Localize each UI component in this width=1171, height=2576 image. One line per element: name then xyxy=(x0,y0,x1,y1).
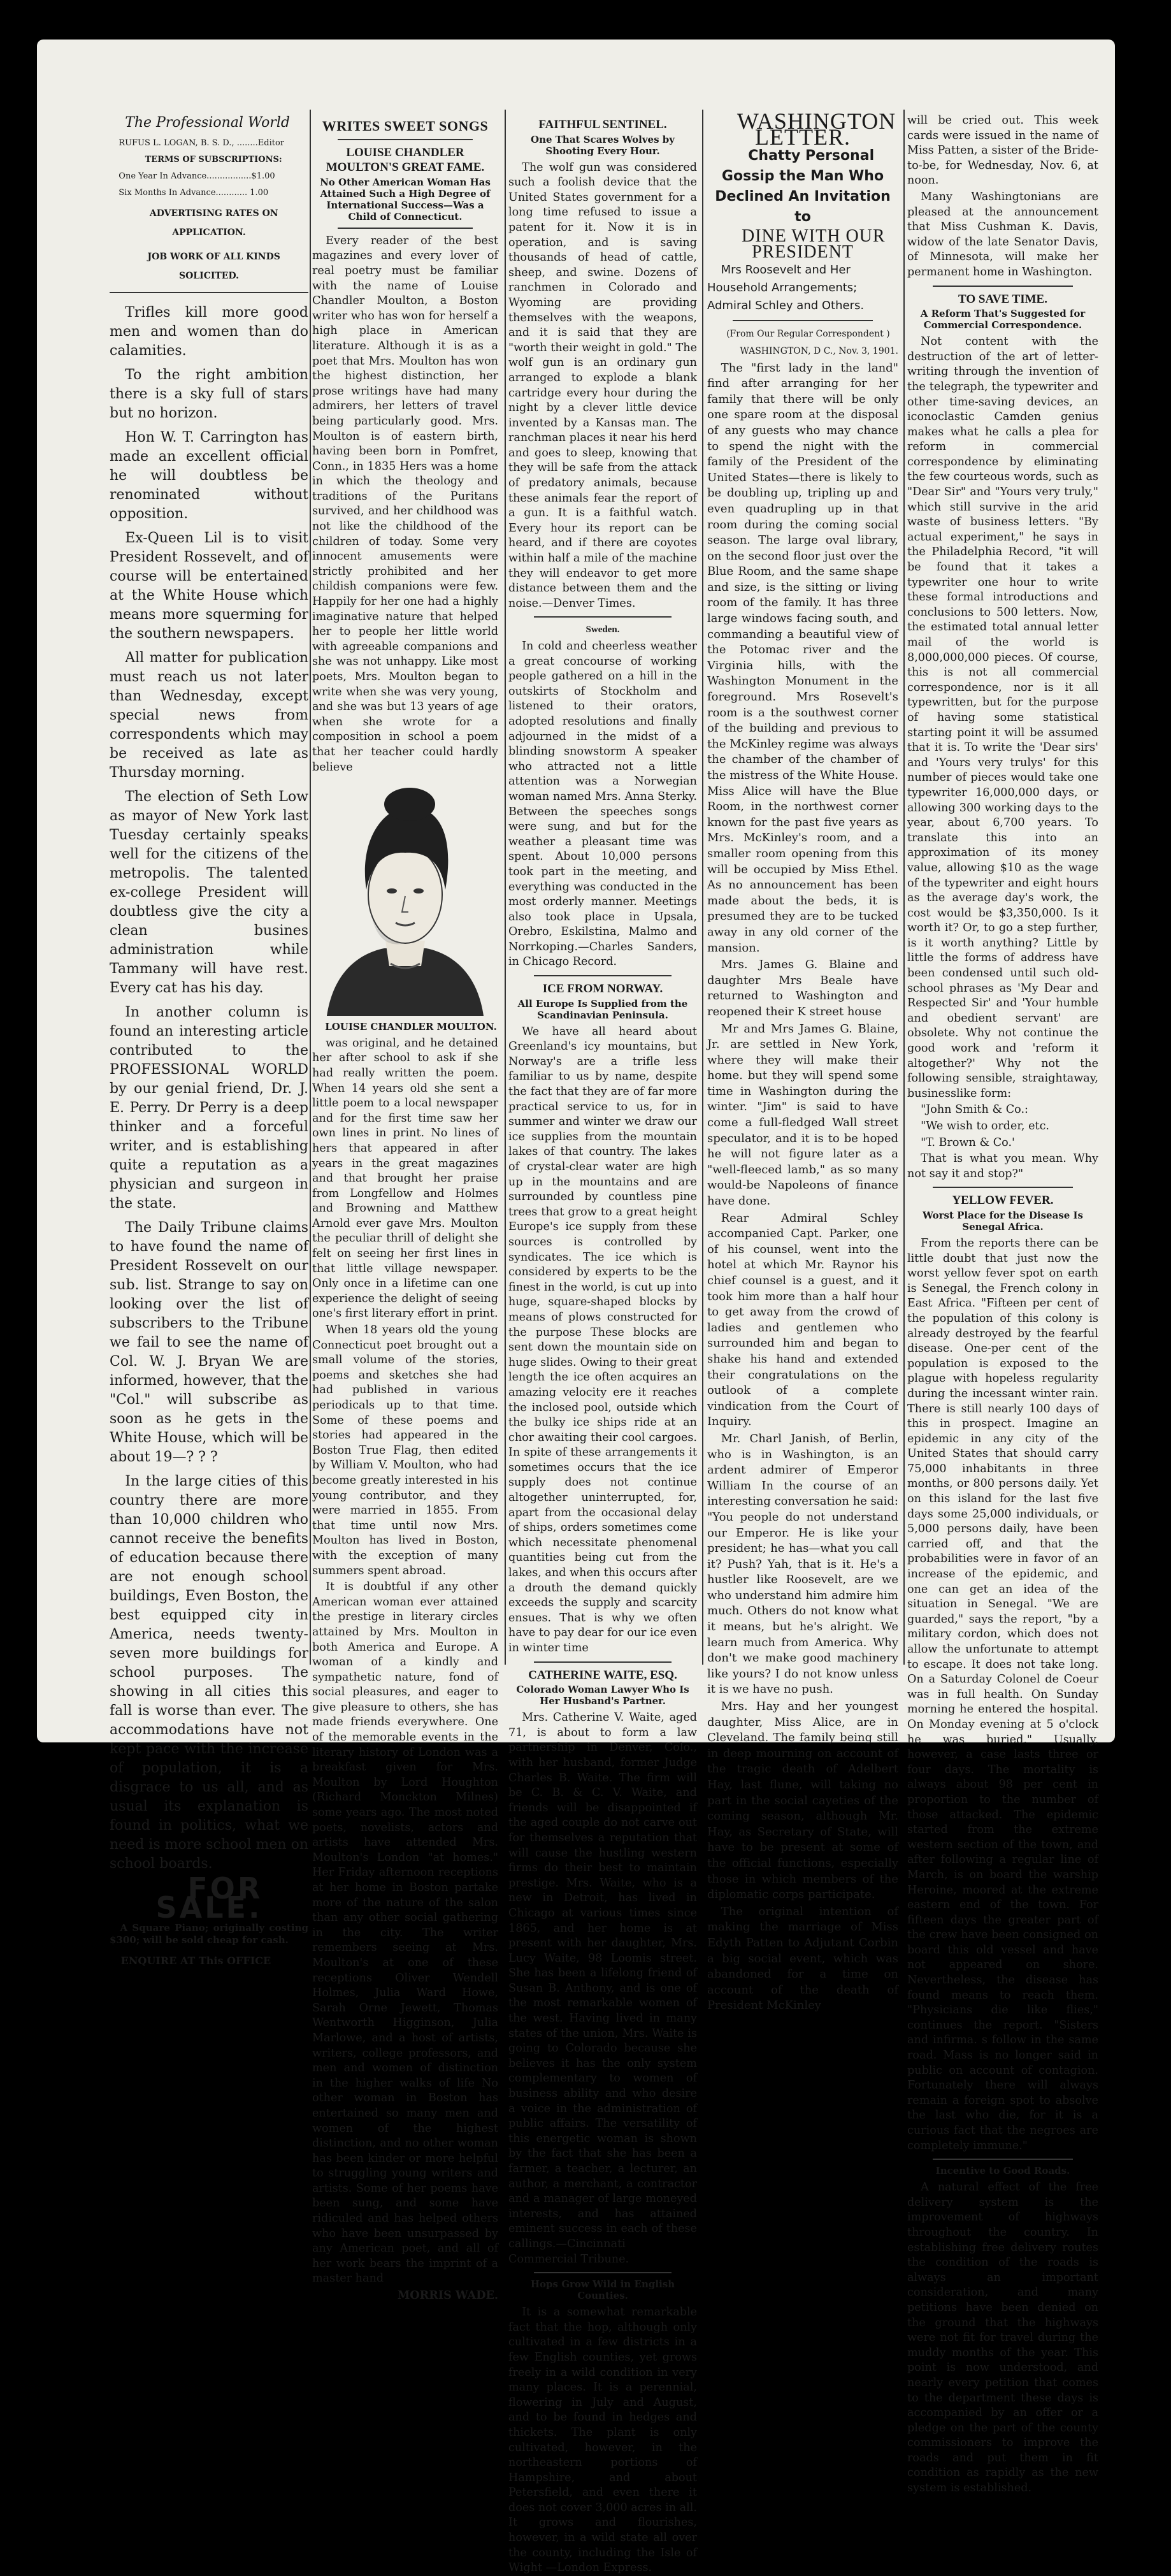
washington-letter-from: (From Our Regular Correspondent ) xyxy=(726,329,890,340)
article-paragraph: Mrs. Hay and her youngest daughter, Miss Alice, are in Cleveland. The family being still in deep mourning on account of the tragic death of Adelbert Hay, last flune, will taking no part in the social cayeties of the coming season, although Mr. Hay, as Secretary of State, will have to be present at some of the official functions, especially those in which members of the diplomatic corps participate. xyxy=(707,1700,898,1902)
article-paragraph: Mr and Mrs James G. Blaine, Jr. are settled in New York, where they will make their home. but they will spend some time in Washington during the winter. "Jim" is said to have come a full-fledged Wall street speculator, and it is to be hoped he will not figure later as a "well-fleeced lamb," as so many would-be Napoleons of finance have done. xyxy=(707,1022,898,1208)
editorial-paragraph: In another column is found an interesting article contributed to the PROFESSIONAL WORLD by our genial friend, Dr. J. E. Perry. Dr Perry is a deep thinker and a forceful writer, and is establishing quite a reputation as a physician and surgeon in the state. xyxy=(110,1004,308,1212)
hops-headline: Hops Grow Wild in English Counties. xyxy=(530,2278,675,2302)
washington-letter-title: WASHINGTON LETTER. xyxy=(736,108,896,150)
good-roads-body xyxy=(907,2180,1098,2496)
editorial-paragraph: All matter for publication must reach us not later than Wednesday, except special news from correspondents which may be received as late as Thursday morning. xyxy=(110,650,308,781)
article-paragraph: When 18 years old the young Connecticut poet brought out a small volume of the stories, poems and sketches she had had published in various periodicals up to that time. Some of these poems and stories had appeared in the Boston True Flag, then edited by William V. Moulton, who had become greatly interested in his young contributor, and they were married in 1855. From that time until now Mrs. Moulton has lived in Boston, with the exception of many summers spent abroad. xyxy=(312,1324,498,1577)
moulton-subhead: LOUISE CHANDLER MOULTON'S GREAT FAME. xyxy=(326,145,485,175)
sentinel-deck: One That Scares Wolves by Shooting Every Hour. xyxy=(531,133,675,157)
article-rule xyxy=(534,975,672,976)
yellow-fever-headline: YELLOW FEVER. xyxy=(952,1194,1054,1208)
editorial-paragraph: Ex-Queen Lil is to visit President Rossevelt, and of course will be entertained at the White House which means more squerming for the southern newspapers. xyxy=(110,530,308,642)
article-paragraph: In cold and cheerless weather a great concourse of working people gathered on a hill in the outskirts of Stockholm and listened to their orators, adopted resolutions and finally adjourned in the midst of a blinding snowstorm A speaker who attracted not a little attention was a Norwegian woman named Mrs. Anna Sterky. Between the speeches songs were sung, and but for the weather a pleasant time was spent. About 10,000 persons took part in the meeting, and everything was conducted in the most orderly manner. Meetings also took place in Upsala, Orebro, Eskilstina, Malmo and Norrkoping.—Charles Sanders, in Chicago Record. xyxy=(508,640,697,969)
article-rule xyxy=(534,1661,672,1663)
norway-deck: All Europe Is Supplied from the Scandinavian Peninsula. xyxy=(517,997,688,1021)
article-paragraph: Not content with the destruction of the art of letter-writing through the invention of the telegraph, the typewriter and other time-saving devices, an iconoclastic Camden genius makes what he calls a plea for reform in commercial correspondence by eliminating the few courteous words, such as "Dear Sir" and "Yours very truly," which still survive in the arid waste of business letters. "By actual experiment," he says in the Philadelphia Record, "it will be found that it takes a typewriter one hour to write these formal introductions and conclusions to 500 letters. Now, the estimated total annual letter mail of the world is 8,000,000,000 pieces. Of course, this is not all commercial correspondence, nor is it all typewritten, but for the purpose of having some statistical starting point it will be assumed that it is. To write the 'Dear sirs' and 'Yours very trulys' for this number of pieces would take one typewriter 16,000,000 days, or allowing 300 working days to the year, about 6,700 years. To translate this into an approximation of its money value, allowing $10 as the wage of the typewriter and eight hours as the average day's work, the cost would be $3,350,000. Is it worth it? Or, to go a step further, is it worth anything? Little by little the forms of address have been condensed until such old-school phrases as 'My Dear and Respected Sir' and 'Your humble and obedient servant' are obsolete. Why not continue the good work and 'reform it altogether?' Why not the following sensible, straightaway, businesslike form: xyxy=(907,335,1098,1100)
deck-rule xyxy=(338,228,473,229)
sentinel-body xyxy=(508,161,697,612)
article-rule xyxy=(733,320,873,321)
editorial-paragraph: Hon W. T. Carrington has made an excellent official he will doubtless be renominated without opposition. xyxy=(110,430,308,522)
article-rule xyxy=(534,616,672,618)
for-sale-body: A Square Piano; originally costing $300; will be sold cheap for cash. xyxy=(110,1922,308,1946)
save-time-headline: TO SAVE TIME. xyxy=(958,292,1047,306)
for-sale-ad xyxy=(110,1871,308,1971)
column-rule xyxy=(505,110,506,1665)
for-sale-footer: ENQUIRE AT This OFFICE xyxy=(120,1955,271,1967)
miscellany-column xyxy=(508,113,698,2575)
norway-body xyxy=(508,1025,697,1656)
article-paragraph: It is doubtful if any other American woman ever attained the prestige in literary circles attained by Mrs. Moulton in both America and Europe. A woman of a kindly and sympathetic nature, fond of social pleasures, and eager to give pleasure to others, she has made friends everywhere. One of the memorable events in the literary history of London was a breakfast given for Mrs. Moulton by Lord Houghton (Richard Monckton Milnes) some years ago. The most noted poets, novelists, actors and artists have attended Mrs. Moulton's London "at homes." Her Friday afternoon receptions at her home in Boston partake more of the nature of the salon than any other social gathering in the city. The writer remembers seeing at Mrs. Moulton's at one of these receptions Oliver Wendell Holmes, Julia Ward Howe, Sarah Orne Jewett, Thomas Wentworth Higginson, Julia Marlowe, and a host of artists, writers, college professors, and men and women of distinction in the higher walks of life No other woman in Boston has entertained so many men and women of the highest distinction, and no other woman has been kinder or more helpful to struggling young writers and artists. Some of her poems have been sung, and some have ridiculed and has helped others who have been unsurpassed by any American poet, and all of her work bears the imprint of a master hand xyxy=(312,1581,498,2285)
save-time-body xyxy=(907,335,1098,1182)
washington-letter-column xyxy=(707,108,898,2013)
waite-body xyxy=(508,1711,697,2267)
article-paragraph: Mrs. Catherine V. Waite, aged 71, is about to form a law partnership in Denver, Colo., with her husband, former Judge Charles B. Waite. The firm will be C. B. & C. V. Waite, and friends will be disappointed if the aged couple do not carve out for themselves a reputation that will cause the hustling western firms do their best to maintain prestige. Mrs. Waite, who is a new in Detroit, has lived in Chicago at various times since 1865, and her home is at present with her daughter, Mrs. Lucy Waite, 98 Loomis street. She has been a lifelong friend of Susan B. Anthony, and is one of the most remarkable women of the west. Having lived in many states of the union, Mrs. Waite is going to Colorado because she believes it has the only system complementary to women of business ability and who desire a voice in the administration of public affairs. The versatility of this energetic woman is shown by the fact that she has been a farmer, a teacher, a lecturer, an author, a merchant, a contractor and a manager of large moneyed interests, and has attained eminent success in each of these callings.—Cincinnati Commercial Tribune. xyxy=(508,1711,697,2266)
article-paragraph: "We wish to order, etc. xyxy=(921,1120,1050,1132)
masthead-one-year: One Year In Advance.................$1.00 xyxy=(119,171,275,181)
hops-body xyxy=(508,2305,697,2576)
waite-deck: Colorado Woman Lawyer Who Is Her Husband's Partner. xyxy=(516,1684,689,1707)
article-paragraph: Rear Admiral Schley accompanied Capt. Parker, one of his counsel, went into the hotel at which Mr. Raynor his chief counsel is a guest, and it took him more than a half hour to get away from the crowd of ladies and gentlemen who surrounded him and began to shake his hand and extended their congratulations on the outlook of a complete vindication from the Court of Inquiry. xyxy=(707,1211,898,1429)
good-roads-headline: Incentive to Good Roads. xyxy=(935,2165,1070,2177)
editorial-paragraph: To the right ambition there is a sky full of stars but no horizon. xyxy=(110,367,308,421)
editorial-paragraphs xyxy=(110,303,308,1874)
washington-letter-dine: DINE WITH OUR PRESIDENT xyxy=(742,226,886,262)
masthead-six-months: Six Months In Advance............ 1.00 xyxy=(119,188,269,198)
editorial-column xyxy=(110,113,308,1967)
save-time-deck: A Reform That's Suggested for Commercial Correspondence. xyxy=(920,308,1086,331)
portrait-caption: LOUISE CHANDLER MOULTON. xyxy=(325,1021,497,1033)
washington-letter-deck2: Mrs Roosevelt and Her Household Arrangements; Admiral Schley and Others. xyxy=(707,263,865,313)
washington-letter-dateline: WASHINGTON, D C., Nov. 3, 1901. xyxy=(740,345,898,356)
cushman-paragraph: Many Washingtonians are pleased at the announcement that Miss Cushman K. Davis, widow of the late Senator Davis, of Minnesota, will make her permanent home in Washington. xyxy=(907,190,1098,279)
yellow-fever-body xyxy=(907,1236,1098,2153)
column-rule xyxy=(903,110,905,1665)
yellow-fever-deck: Worst Place for the Disease Is Senegal Africa. xyxy=(923,1209,1083,1233)
editorial-paragraph: In the large cities of this country there are more than 10,000 children who cannot receive the benefits of education because there are not enough school buildings, Even Boston, the best equipped city in America, needs twenty-seven more buildings for school purposes. The showing in all cities this fall is worse than ever. The accommodations have not kept pace with the increase of population, it is a disgrace to us all, and as usual its explanation is found in politics, what we need is more school men on school boards. xyxy=(110,1473,308,1872)
article-rule xyxy=(933,2159,1073,2160)
portrait-illustration xyxy=(314,781,496,1016)
article-paragraph: "John Smith & Co.: xyxy=(921,1103,1028,1117)
column-rule xyxy=(702,110,703,1665)
waite-headline: CATHERINE WAITE, ESQ. xyxy=(528,1668,677,1682)
column-rule xyxy=(310,110,311,1665)
article-paragraph: That is what you mean. Why not say it and stop?" xyxy=(907,1152,1098,1180)
masthead-editor: RUFUS L. LOGAN, B. S. D., ........Editor xyxy=(119,138,284,148)
washington-letter-deck: Chatty Personal Gossip the Man Who Declined An Invitation to xyxy=(715,148,891,226)
moulton-deck: No Other American Woman Has Attained Such a High Degree of International Success—Was a Child of Connecticut. xyxy=(320,176,491,222)
moulton-headline: WRITES SWEET SONGS xyxy=(322,118,489,134)
article-paragraph: From the reports there can be little doubt that just now the worst yellow fever spot on earth is Senegal, the French colony in East Africa. "Fifteen per cent of the population of this colony is already destroyed by the fearful disease. One-per cent of the population is exposed to the plague with hopeless regularity during the incessant winter rain. There is still nearly 100 days of this in prospect. Imagine an epidemic in any city of the United States that should carry 75,000 inhabitants in three months, or 800 persons daily. Yet on this island for the last five days some 25,000 individuals, or 5,000 persons daily, have been carried off, and that the probabilities were in favor of an increase of the epidemic, and one can get an idea of the situation in Senegal. "We are guarded," says the report, "by a military cordon, which does not allow the unfortunate to attempt to escape. It does not take long. On a Saturday Colonel de Coeur was in full health. On Sunday morning he entered the hospital. On Monday evening at 5 o'clock he was buried." Usually, however, a case lasts three or four days. The mortality is always about 98 per cent in proportion to the number of those attacked. The epidemic started from the extreme western section of the town, and after following a regular line of March, is on board the warship Heroine, moored at the extreme eastern end of the town. For fifteen days the greater part of the crew have been consigned on board this old vessel and have not appeared on shore. Nevertheless, the disease has found means to reach them. "Physicians die like flies," continues the report. "Sisters and infirma. s follow in the same road. Mass is no longer said in public on account of contagion. Fortunately there will always remain a foreign spot to absolve the last who die, for it is a curious fact that the negroes are completely immune." xyxy=(907,1236,1098,2152)
masthead-name: The Professional World xyxy=(125,115,290,131)
washington-letter-body xyxy=(707,361,898,2014)
article-rule xyxy=(933,286,1073,287)
masthead-advertising: ADVERTISING RATES ON APPLICATION. xyxy=(149,208,278,238)
for-sale-title: FOR SALE. xyxy=(155,1871,263,1925)
norway-headline: ICE FROM NORWAY. xyxy=(542,982,663,996)
article-paragraph: It is a somewhat remarkable fact that the hop, although only cultivated in a few districts in a few English counties, yet grows freely in a wild condition in very many places. It is a perennial, flowering in July and August, and to be found in hedges and thickets. The plant is only cultivated, however, in the northeastern portions of Hampshire, and about Petersfield, and even there it does not cover 3,000 acres in all. It grows and flourishes, however, in a wild state all over the county, including the Isle of Wight —London Express. xyxy=(508,2306,697,2575)
article-paragraph: The original intention of making the marriage of Miss Edyth Patten to Adjutant Corbin a big social event, which was abandoned for a time on account of the death of President McKinley xyxy=(707,1904,898,2013)
moulton-column xyxy=(312,113,498,2303)
continued-paragraph: will be cried out. This week cards were issued in the name of Miss Patten, a sister of the Bride-to-be, for Wednesday, Nov. 6, at noon. xyxy=(907,114,1098,187)
masthead-job-work: JOB WORK OF ALL KINDS SOLICITED. xyxy=(147,252,280,281)
article-paragraph: The wolf gun was considered such a foolish device that the United States government for a long time refused to issue a patent for it. Now it is in operation, and is saving thousands of head of cattle, sheep, and swine. Dozens of ranchmen in Colorado and Wyoming are providing themselves with the weapons, and it is said that they are "worth their weight in gold." The wolf gun is an ordinary gun arranged to explode a blank cartridge every hour during the night by a clever little device invented by a Kansas man. The ranchman places it near his herd and goes to sleep, knowing that they will be safe from the attack of predatory animals, because these animals fear the report of a gun. It is a faithful watch. Every hour its report can be heard, and if there are coyotes within half a mile of the machine they will endeavor to get more distance between them and the noise.—Denver Times. xyxy=(508,161,697,610)
sweden-headline: Sweden. xyxy=(586,625,620,635)
sentinel-headline: FAITHFUL SENTINEL. xyxy=(538,118,667,131)
editorial-paragraph: The election of Seth Low as mayor of New York last Tuesday certainly speaks well for the citizens of the metropolis. The talented ex-college President will doubtless give the city a clean busines administration while Tammany will have rest. Every cat has his day. xyxy=(110,789,308,996)
article-paragraph: The "first lady in the land" find after arranging for her family that there will be only one spare room at the disposal of any guests who may chance to spend the night with the family of the President of the United States—there is likely to be doubling up, tripling up and even quadrupling up in that room during the coming social season. The large oval library, on the second floor just over the Blue Room, and the same shape and size, is the sitting or living room of the family. It has three large windows facing south, and commanding a beautiful view of the Potomac river and the Virginia hills, with the Washington Monument in the foreground. Mrs Rosevelt's room is a the southwest corner of the building and previous to the McKinley regime was always the chamber of the chamber of the mistress of the White House. Miss Alice will have the Blue Room, in the northwest corner known for the past five years as Mrs. McKinley's room, and a smaller room opening from this will be occupied by Miss Ethel. As no announcement has been made about the beds, it is presumed they are to be tucked away in any old corner of the mansion. xyxy=(707,361,898,955)
article-paragraph: "T. Brown & Co.' xyxy=(921,1136,1015,1149)
article-paragraph: Mr. Charl Janish, of Berlin, who is in Washington, is an ardent admirer of Emperor William In the course of an interesting conversation he said: "You people do not understand our Emperor. He is like your president; he has—what you call it? Push? Yah, that is it. He's a hustler like Roosevelt, are we who understand him admire him much. Others do not know what it means, but he's alright. We learn much from America. Why don't we make good machinery like yours? I do not know unless it is we have no push. xyxy=(707,1431,898,1697)
masthead xyxy=(110,113,308,286)
moulton-body-continued xyxy=(312,1036,498,2287)
article-rule xyxy=(933,1187,1073,1188)
sweden-body xyxy=(508,639,697,970)
article-paragraph: Mrs. James G. Blaine and daughter Mrs Beale have returned to Washington and reopened their K street house xyxy=(707,958,898,1018)
editorial-paragraph: Trifles kill more good men and women than do calamities. xyxy=(110,305,308,359)
article-paragraph: was original, and he detained her after school to ask if she had really written the poem. When 14 years old she sent a little poem to a local newspaper and for the first time saw her own lines in print. No lines of hers that appeared in after years in the great magazines and that brought her praise from Longfellow and Holmes and Browning and Matthew Arnold ever gave Mrs. Moulton the peculiar thrill of delight she felt on seeing her first lines in that little village newspaper. Only once in a lifetime can one experience the delight of seeing one's first literary effort in print. xyxy=(312,1036,498,1321)
right-column xyxy=(907,113,1098,2495)
masthead-rule xyxy=(110,292,308,293)
masthead-terms-heading: TERMS OF SUBSCRIPTIONS: xyxy=(145,155,282,164)
article-paragraph: Every reader of the best magazines and every lover of real poetry must be familiar with the name of Louise Chandler Moulton, a Boston writer who has won for herself a high place in American literature. Although it is as a poet that Mrs. Moulton has won the highest distinction, her prose writings have had many admirers, her letters of travel being particularly good. Mrs. Moulton is of eastern birth, having been born in Pomfret, Conn., in 1835 Hers was a home in which the theology and traditions of the Puritans survived, and her childhood was not like the childhood of the children of today. Some very innocent amusements were strictly prohibited and her childish companions were few. Happily for her one had a highly imaginative nature that helped her to people her little world with agreeable companions and she was not unhappy. Like most poets, Mrs. Moulton began to write when she was very young, and she was but 13 years of age when she wrote for a composition in school a poem that her teacher could hardly believe xyxy=(312,234,498,774)
editorial-paragraph: The Daily Tribune claims to have found the name of President Rossevelt on our sub. list. Strange to say on looking over the list of subscribers to the Tribune we fail to see the name of Col. W. J. Bryan We are informed, however, that the "Col." will subscribe as soon as he gets in the White House, which will be about 19—? ? ? xyxy=(110,1220,308,1465)
moulton-signature: MORRIS WADE. xyxy=(397,2289,498,2303)
article-paragraph: A natural effect of the free delivery system is the improvement of highways throughout the country. In establishing free delivery routes the condition of the roads is always an important consideration, and many petitions have been denied on the ground that the highways were not fit for travel during the muddy months of the year. This point is now understood, and nearly every petition that comes to the department these days is accompanied by an offer or a pledge on the part of the county commissioners to improve the roads and put them in fit condition as rapidly as the new system is established. xyxy=(907,2181,1098,2495)
moulton-body xyxy=(312,234,498,775)
article-paragraph: We have all heard about Greenland's icy mountains, but Norway's are a trifle less familiar to us by name, despite the fact that they are of far more practical service to us, for in summer and winter we draw our ice supplies from the mountain lakes of that country. The lakes of crystal-clear water are high up in the mountains and are surrounded by countless pine trees that grow to a great height Europe's ice supply from these sources is controlled by syndicates. The ice which is considered by experts to be the finest in the world, is cut up into huge, square-shaped blocks by means of plows constructed for the purpose These blocks are sent down the mountain side on huge slides. Owing to their great length the ice often acquires an amazing velocity ere it reaches the inclosed pool, outside which the bulky ice ships ride at an chor awaiting their cool cargoes. In spite of these arrangements it sometimes occurs that the ice supply does not continue altogether uninterrupted, for, apart from the occasional delay of ships, orders sometimes come which necessitate phenomenal quantities being cut from the lakes, and when this occurs after a drouth the demand quickly exceeds the supply and scarcity ensues. That is why we often have to pay dear for our ice even in winter time xyxy=(508,1025,698,1654)
headline-rule xyxy=(338,139,473,140)
article-rule xyxy=(534,2272,672,2273)
